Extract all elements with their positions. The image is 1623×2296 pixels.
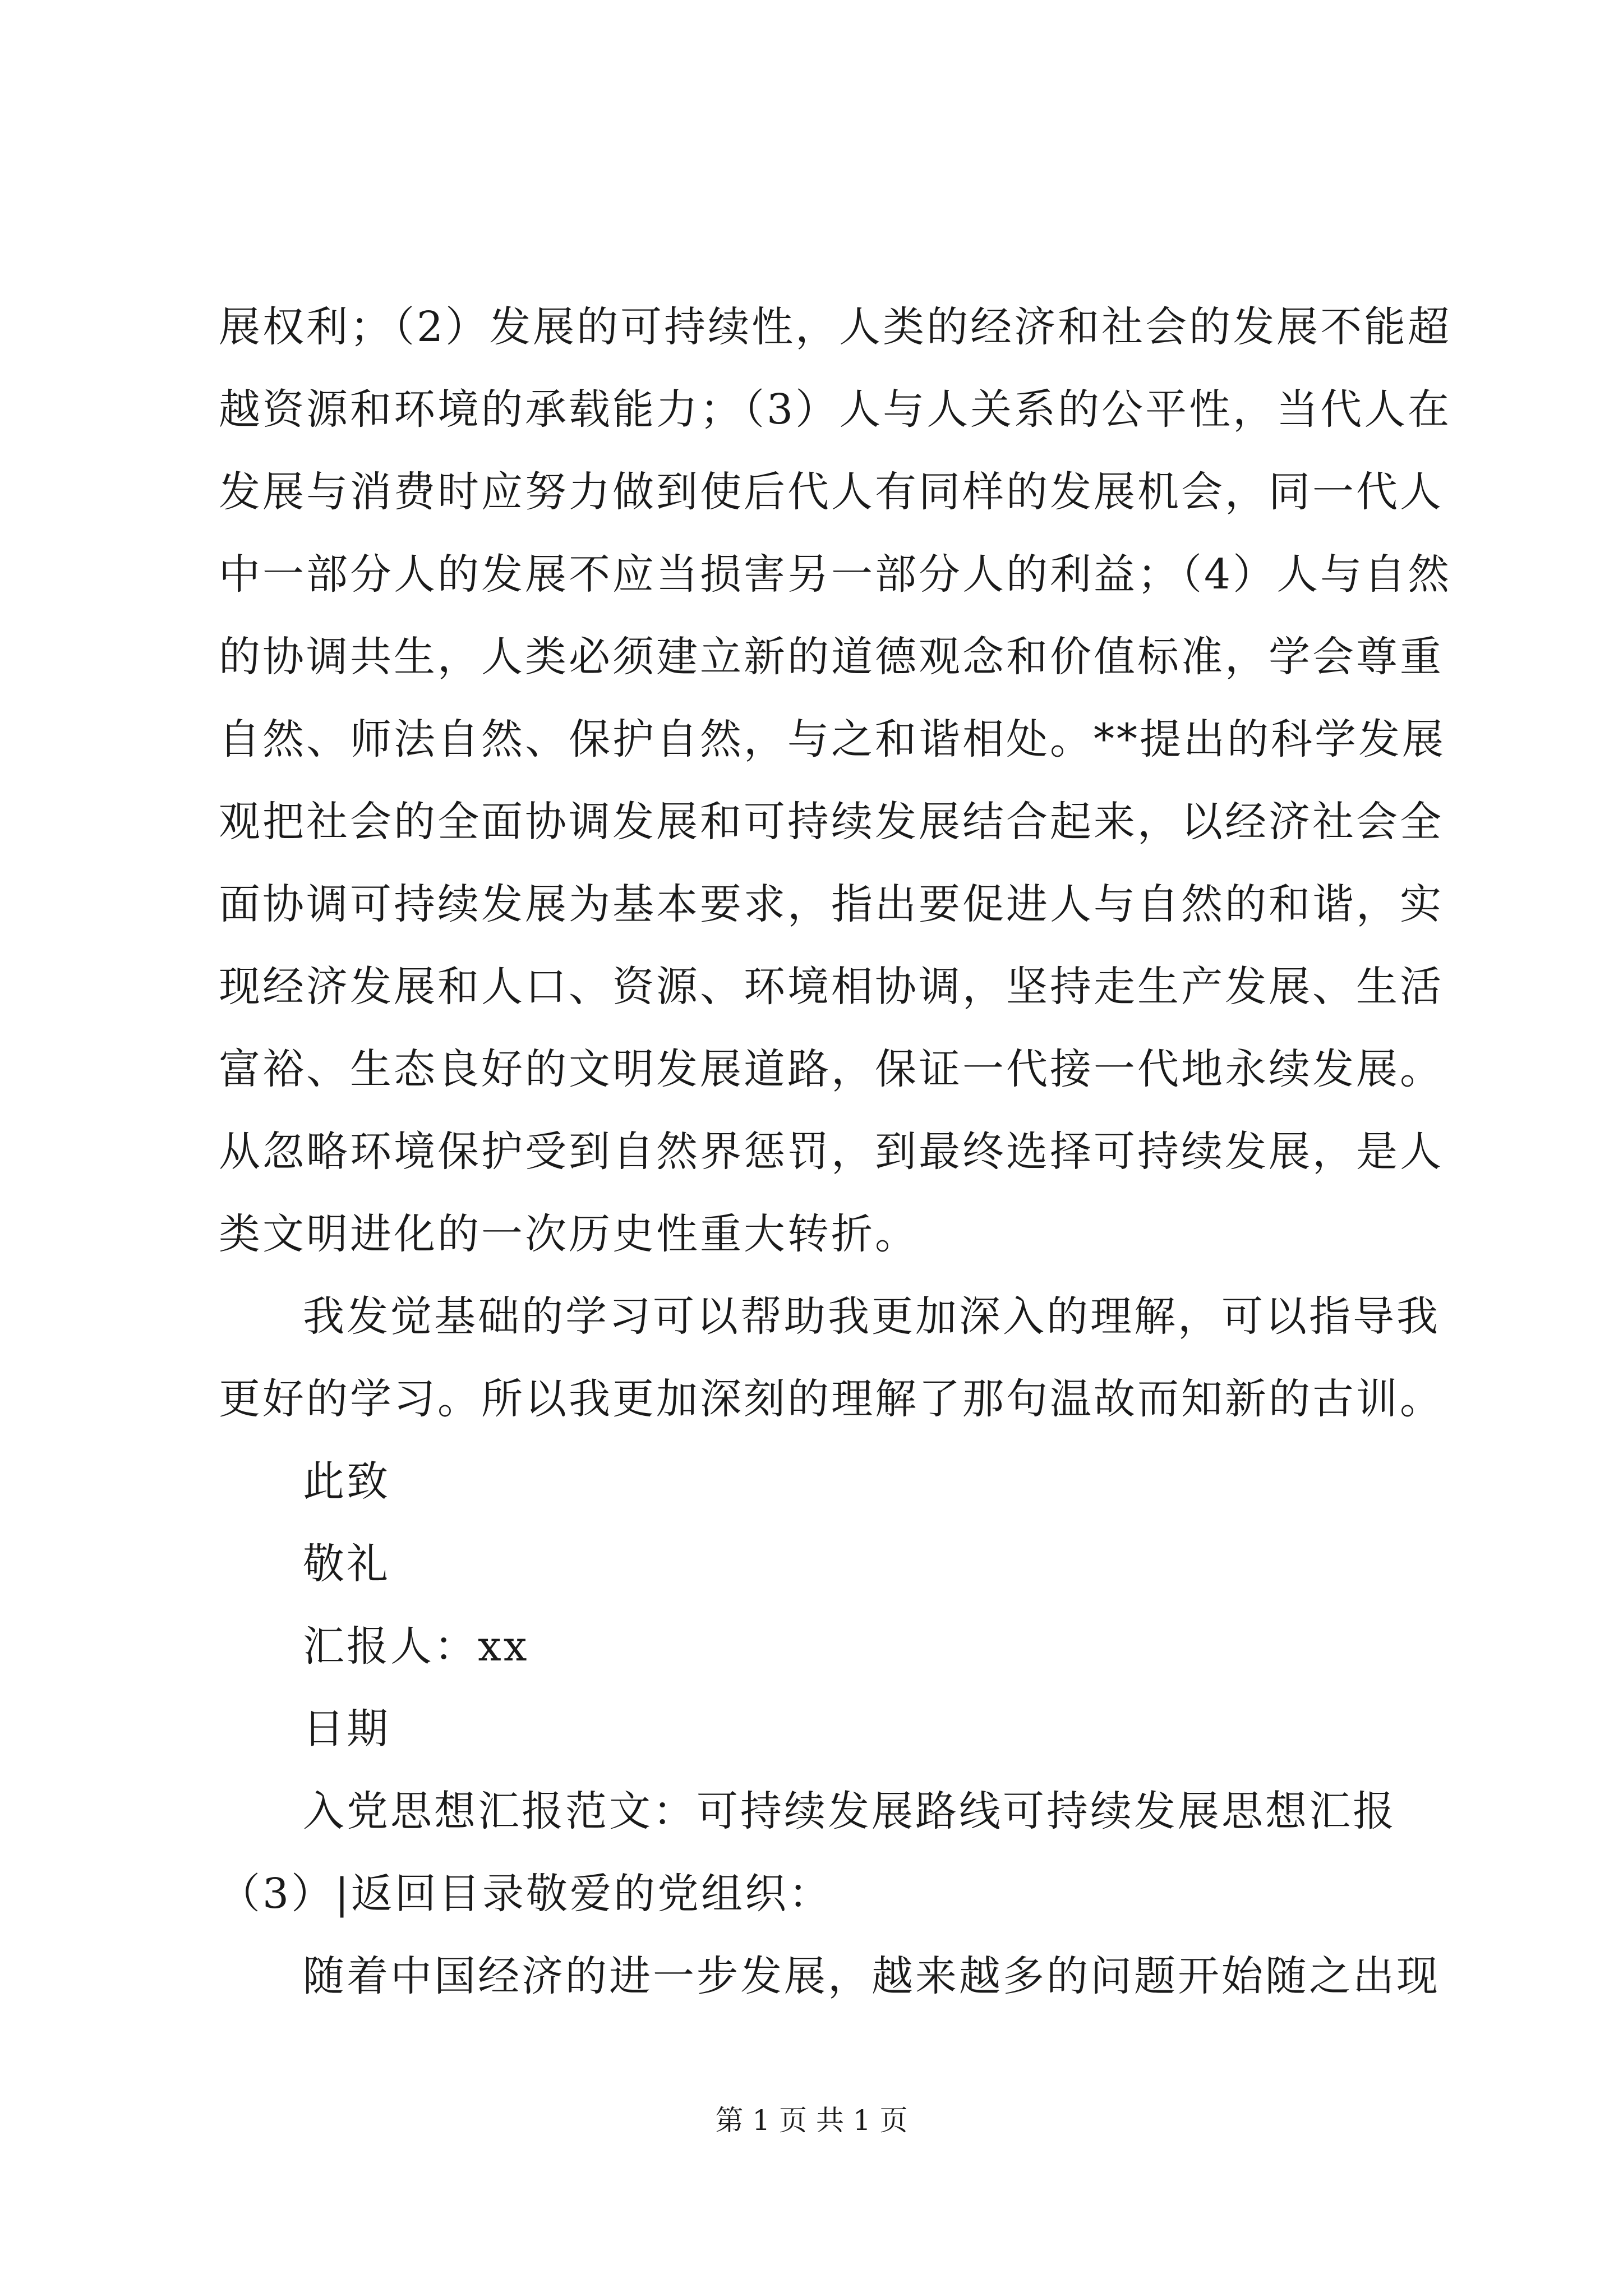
- body-line: 更好的学习。所以我更加深刻的理解了那句温故而知新的古训。: [219, 1375, 1444, 1423]
- document-body: [219, 286, 1452, 2018]
- body-line: 从忽略环境保护受到自然界惩罚，到最终选择可持续发展，是人: [219, 1128, 1444, 1176]
- body-line: 类文明进化的一次历史性重大转折。: [219, 1210, 919, 1258]
- body-line: 自然、师法自然、保护自然，与之和谐相处。**提出的科学发展: [219, 715, 1446, 763]
- body-line: 越资源和环境的承载能力；（3）人与人关系的公平性，当代人在: [219, 385, 1452, 434]
- paragraph-start-line: 我发觉基础的学习可以帮助我更加深入的理解，可以指导我: [303, 1292, 1440, 1341]
- body-line: 发展与消费时应努力做到使后代人有同样的发展机会，同一代人: [219, 468, 1444, 516]
- closing-regards: 敬礼: [303, 1540, 390, 1588]
- body-line: 展权利；（2）发展的可持续性，人类的经济和社会的发展不能超: [219, 303, 1452, 351]
- body-line: 观把社会的全面协调发展和可持续发展结合起来，以经济社会全: [219, 798, 1444, 846]
- reporter-name: 汇报人：xx: [303, 1622, 529, 1671]
- paragraph-start-line: 随着中国经济的进一步发展，越来越多的问题开始随之出现: [303, 1952, 1440, 2000]
- section-heading-continued: （3）|返回目录敬爱的党组织：: [219, 1870, 833, 1918]
- closing-salutation: 此致: [303, 1457, 390, 1506]
- body-line: 富裕、生态良好的文明发展道路，保证一代接一代地永续发展。: [219, 1045, 1444, 1093]
- body-line: 中一部分人的发展不应当损害另一部分人的利益；（4）人与自然: [219, 550, 1452, 599]
- body-line: 面协调可持续发展为基本要求，指出要促进人与自然的和谐，实: [219, 880, 1444, 928]
- body-line: 的协调共生，人类必须建立新的道德观念和价值标准，学会尊重: [219, 633, 1444, 681]
- body-line: 现经济发展和人口、资源、环境相协调，坚持走生产发展、生活: [219, 963, 1444, 1011]
- section-heading: 入党思想汇报范文：可持续发展路线可持续发展思想汇报: [303, 1787, 1396, 1835]
- page-number-footer: 第 1 页 共 1 页: [715, 2104, 908, 2137]
- report-date: 日期: [303, 1705, 390, 1753]
